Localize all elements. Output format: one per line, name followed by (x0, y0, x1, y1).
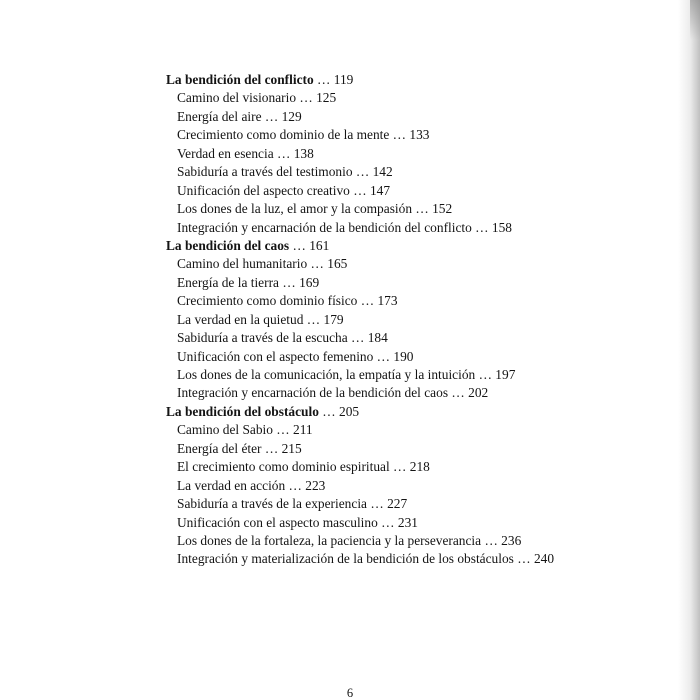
page-number: 6 (346, 686, 354, 700)
section-title: La bendición del caos (166, 237, 290, 253)
toc-entry: La verdad en acción … 223 (177, 477, 326, 493)
toc-entry: Energía del aire … 129 (177, 108, 302, 124)
section-title: La bendición del obstáculo (166, 403, 319, 419)
toc-entry: Integración y encarnación de la bendición del caos … 202 (177, 385, 489, 401)
table-of-contents (0, 71, 700, 569)
toc-entry: Sabiduría a través del testimonio … 142 (177, 164, 393, 180)
toc-entry: Camino del humanitario … 165 (177, 256, 348, 272)
toc-section-heading (0, 403, 700, 421)
section-title: La bendición del conflicto (166, 72, 314, 87)
toc-entry: Energía de la tierra … 169 (177, 274, 320, 290)
section-page-number: … 119 (317, 72, 354, 87)
toc-entry: El crecimiento como dominio espiritual … 218 (177, 459, 430, 475)
toc-entry: Energía del éter … 215 (177, 440, 302, 456)
toc-entry: Camino del Sabio … 211 (177, 422, 313, 438)
toc-entry: Los dones de la luz, el amor y la compasión … 152 (177, 201, 453, 217)
toc-entry: La verdad en la quietud … 179 (177, 311, 344, 327)
toc-entry: Los dones de la fortaleza, la paciencia y la perseverancia … 236 (177, 532, 522, 548)
toc-entry: Sabiduría a través de la escucha … 184 (177, 330, 388, 346)
toc-entry: Crecimiento como dominio de la mente … 133 (177, 127, 430, 143)
toc-entry: Unificación con el aspecto femenino … 190 (177, 348, 414, 364)
toc-entry: Los dones de la comunicación, la empatía y la intuición … 197 (177, 367, 516, 382)
toc-entry: Crecimiento como dominio físico … 173 (177, 293, 398, 309)
toc-entry: Unificación con el aspecto masculino … 231 (177, 514, 418, 530)
toc-section-heading (0, 71, 700, 89)
toc-entry: Verdad en esencia … 138 (177, 145, 314, 161)
toc-entry: Camino del visionario … 125 (177, 90, 337, 106)
toc-entry: Sabiduría a través de la experiencia … 227 (177, 496, 408, 512)
toc-entry: Integración y encarnación de la bendición del conflicto … 158 (177, 219, 513, 235)
section-page-number: … 205 (322, 403, 360, 419)
toc-entry: Integración y materialización de la bendición de los obstáculos … 240 (177, 551, 555, 567)
toc-section-heading (0, 237, 700, 255)
toc-entry: Unificación del aspecto creativo … 147 (177, 182, 391, 198)
section-page-number: … 161 (292, 237, 330, 253)
page-corner-shadow (690, 0, 700, 40)
